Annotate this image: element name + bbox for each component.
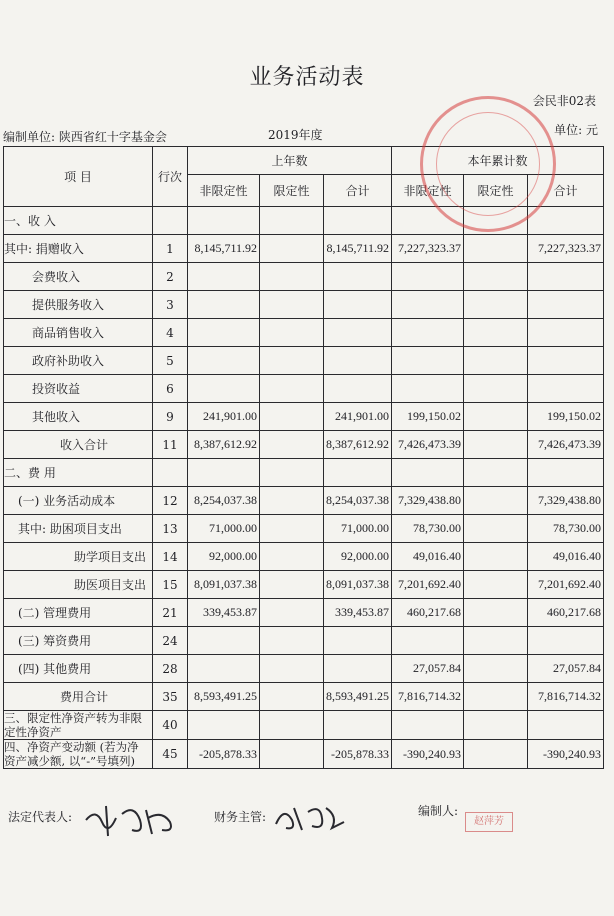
row-item-label: 一、收 入 <box>4 207 153 235</box>
prev-restricted <box>260 711 324 740</box>
prev-total: 8,387,612.92 <box>324 431 392 459</box>
curr-unrestricted <box>392 291 464 319</box>
row-item-label: 三、限定性净资产转为非限定性净资产 <box>4 711 153 740</box>
curr-total: 7,201,692.40 <box>528 571 604 599</box>
prev-unrestricted <box>188 207 260 235</box>
col-header-prev-year: 上年数 <box>188 147 392 175</box>
row-item-label: 费用合计 <box>4 683 153 711</box>
curr-restricted <box>464 487 528 515</box>
prev-total: 8,254,037.38 <box>324 487 392 515</box>
curr-restricted <box>464 375 528 403</box>
prev-unrestricted <box>188 291 260 319</box>
prev-restricted <box>260 375 324 403</box>
table-row <box>4 291 604 319</box>
prev-total <box>324 711 392 740</box>
prev-unrestricted: 92,000.00 <box>188 543 260 571</box>
curr-unrestricted: 7,816,714.32 <box>392 683 464 711</box>
prev-restricted <box>260 319 324 347</box>
curr-restricted <box>464 235 528 263</box>
prev-total: 8,091,037.38 <box>324 571 392 599</box>
curr-total: 7,329,438.80 <box>528 487 604 515</box>
curr-restricted <box>464 515 528 543</box>
curr-total <box>528 459 604 487</box>
row-item-label: 助医项目支出 <box>4 571 153 599</box>
prev-total <box>324 291 392 319</box>
finance-head-signature <box>272 800 352 836</box>
prev-restricted <box>260 487 324 515</box>
table-row <box>4 655 604 683</box>
curr-restricted <box>464 711 528 740</box>
curr-restricted <box>464 683 528 711</box>
report-title: 业务活动表 <box>249 65 365 90</box>
table-row <box>4 711 604 740</box>
row-number: 5 <box>153 347 188 375</box>
row-item-label: 其他收入 <box>4 403 153 431</box>
prev-total <box>324 655 392 683</box>
row-item-label: (二) 管理费用 <box>4 599 153 627</box>
prev-unrestricted: 8,254,037.38 <box>188 487 260 515</box>
activity-statement-table <box>3 146 604 769</box>
prev-total: 241,901.00 <box>324 403 392 431</box>
curr-restricted <box>464 291 528 319</box>
curr-total: -390,240.93 <box>528 740 604 769</box>
curr-restricted <box>464 319 528 347</box>
curr-unrestricted <box>392 459 464 487</box>
row-number: 45 <box>153 740 188 769</box>
col-header-curr-total: 合计 <box>528 175 604 207</box>
prev-unrestricted: 8,145,711.92 <box>188 235 260 263</box>
prev-unrestricted: 339,453.87 <box>188 599 260 627</box>
col-header-prev-restricted: 限定性 <box>260 175 324 207</box>
cpa-seal-inner-ring <box>436 112 540 216</box>
prev-restricted <box>260 655 324 683</box>
prev-total: 8,145,711.92 <box>324 235 392 263</box>
prev-unrestricted <box>188 375 260 403</box>
curr-unrestricted <box>392 375 464 403</box>
curr-total <box>528 711 604 740</box>
prev-total <box>324 319 392 347</box>
table-row <box>4 375 604 403</box>
row-item-label: 投资收益 <box>4 375 153 403</box>
curr-unrestricted: 199,150.02 <box>392 403 464 431</box>
col-header-row-no: 行次 <box>153 147 188 207</box>
prev-unrestricted <box>188 459 260 487</box>
prev-restricted <box>260 571 324 599</box>
col-header-curr-unrestricted: 非限定性 <box>392 175 464 207</box>
row-number: 13 <box>153 515 188 543</box>
curr-unrestricted: 7,201,692.40 <box>392 571 464 599</box>
col-header-curr-year: 本年累计数 <box>392 147 604 175</box>
row-number: 24 <box>153 627 188 655</box>
curr-restricted <box>464 655 528 683</box>
form-code: 会民非02表 <box>532 94 596 108</box>
row-item-label: 政府补助收入 <box>4 347 153 375</box>
curr-restricted <box>464 627 528 655</box>
curr-total: 7,426,473.39 <box>528 431 604 459</box>
prev-unrestricted <box>188 347 260 375</box>
curr-restricted <box>464 543 528 571</box>
table-row <box>4 683 604 711</box>
prev-restricted <box>260 431 324 459</box>
curr-total <box>528 207 604 235</box>
row-item-label: (三) 筹资费用 <box>4 627 153 655</box>
prev-restricted <box>260 683 324 711</box>
row-number: 4 <box>153 319 188 347</box>
prev-unrestricted <box>188 263 260 291</box>
prev-unrestricted <box>188 627 260 655</box>
prev-unrestricted: 71,000.00 <box>188 515 260 543</box>
legal-rep-label: 法定代表人: <box>8 810 73 824</box>
table-row <box>4 403 604 431</box>
row-item-label: (四) 其他费用 <box>4 655 153 683</box>
prev-unrestricted: 8,593,491.25 <box>188 683 260 711</box>
row-item-label: 商品销售收入 <box>4 319 153 347</box>
row-item-label: 提供服务收入 <box>4 291 153 319</box>
prev-restricted <box>260 599 324 627</box>
row-number: 1 <box>153 235 188 263</box>
table-row <box>4 347 604 375</box>
prev-total: 339,453.87 <box>324 599 392 627</box>
prev-unrestricted: 8,091,037.38 <box>188 571 260 599</box>
prev-total <box>324 207 392 235</box>
row-number: 2 <box>153 263 188 291</box>
curr-restricted <box>464 459 528 487</box>
prev-total: 92,000.00 <box>324 543 392 571</box>
curr-restricted <box>464 403 528 431</box>
table-row <box>4 515 604 543</box>
curr-unrestricted <box>392 711 464 740</box>
curr-restricted <box>464 263 528 291</box>
table-row <box>4 543 604 571</box>
row-item-label: (一) 业务活动成本 <box>4 487 153 515</box>
prev-unrestricted <box>188 655 260 683</box>
table-row <box>4 459 604 487</box>
curr-unrestricted: 7,227,323.37 <box>392 235 464 263</box>
prev-unrestricted: -205,878.33 <box>188 740 260 769</box>
prev-restricted <box>260 235 324 263</box>
curr-total: 78,730.00 <box>528 515 604 543</box>
prev-total <box>324 459 392 487</box>
curr-total: 27,057.84 <box>528 655 604 683</box>
prev-total: 71,000.00 <box>324 515 392 543</box>
curr-unrestricted: -390,240.93 <box>392 740 464 769</box>
prev-unrestricted <box>188 319 260 347</box>
prev-restricted <box>260 291 324 319</box>
table-row <box>4 235 604 263</box>
row-number: 12 <box>153 487 188 515</box>
row-item-label: 其中: 助困项目支出 <box>4 515 153 543</box>
curr-total <box>528 627 604 655</box>
curr-unrestricted: 460,217.68 <box>392 599 464 627</box>
prev-restricted <box>260 263 324 291</box>
row-item-label: 二、费 用 <box>4 459 153 487</box>
col-header-curr-restricted: 限定性 <box>464 175 528 207</box>
prev-restricted <box>260 403 324 431</box>
table-row <box>4 599 604 627</box>
prev-restricted <box>260 515 324 543</box>
row-item-label: 助学项目支出 <box>4 543 153 571</box>
curr-total <box>528 291 604 319</box>
curr-restricted <box>464 347 528 375</box>
curr-total: 49,016.40 <box>528 543 604 571</box>
prev-total <box>324 375 392 403</box>
curr-restricted <box>464 431 528 459</box>
row-number: 28 <box>153 655 188 683</box>
prev-restricted <box>260 740 324 769</box>
table-row <box>4 487 604 515</box>
curr-unrestricted <box>392 263 464 291</box>
curr-unrestricted: 7,329,438.80 <box>392 487 464 515</box>
row-item-label: 会费收入 <box>4 263 153 291</box>
col-header-prev-unrestricted: 非限定性 <box>188 175 260 207</box>
table-row <box>4 571 604 599</box>
prev-restricted <box>260 459 324 487</box>
curr-total: 7,227,323.37 <box>528 235 604 263</box>
table-row <box>4 431 604 459</box>
curr-unrestricted: 7,426,473.39 <box>392 431 464 459</box>
row-number: 21 <box>153 599 188 627</box>
prev-restricted <box>260 543 324 571</box>
col-header-item: 项 目 <box>4 147 153 207</box>
curr-unrestricted: 49,016.40 <box>392 543 464 571</box>
prev-total <box>324 263 392 291</box>
prev-unrestricted: 241,901.00 <box>188 403 260 431</box>
prev-unrestricted: 8,387,612.92 <box>188 431 260 459</box>
row-number: 11 <box>153 431 188 459</box>
preparer-name-stamp: 赵萍芳 <box>465 812 513 832</box>
curr-unrestricted: 27,057.84 <box>392 655 464 683</box>
curr-restricted <box>464 599 528 627</box>
row-number <box>153 207 188 235</box>
row-number: 6 <box>153 375 188 403</box>
prev-unrestricted <box>188 711 260 740</box>
curr-unrestricted <box>392 347 464 375</box>
row-number: 40 <box>153 711 188 740</box>
table-row <box>4 319 604 347</box>
table-row <box>4 740 604 769</box>
curr-unrestricted <box>392 319 464 347</box>
row-number: 3 <box>153 291 188 319</box>
row-number <box>153 459 188 487</box>
row-number: 35 <box>153 683 188 711</box>
curr-total <box>528 347 604 375</box>
curr-unrestricted: 78,730.00 <box>392 515 464 543</box>
currency-unit: 单位: 元 <box>554 123 598 137</box>
curr-total: 7,816,714.32 <box>528 683 604 711</box>
curr-total: 199,150.02 <box>528 403 604 431</box>
curr-total <box>528 263 604 291</box>
row-number: 9 <box>153 403 188 431</box>
curr-restricted <box>464 571 528 599</box>
row-item-label: 收入合计 <box>4 431 153 459</box>
curr-total: 460,217.68 <box>528 599 604 627</box>
curr-unrestricted <box>392 627 464 655</box>
reporting-org: 编制单位: 陕西省红十字基金会 <box>3 130 167 144</box>
prev-restricted <box>260 207 324 235</box>
table-row <box>4 627 604 655</box>
report-year: 2019年度 <box>268 128 323 142</box>
table-row <box>4 263 604 291</box>
row-item-label: 四、净资产变动额 (若为净资产减少额, 以“-”号填列) <box>4 740 153 769</box>
row-item-label: 其中: 捐赠收入 <box>4 235 153 263</box>
prev-total <box>324 627 392 655</box>
row-number: 15 <box>153 571 188 599</box>
row-number: 14 <box>153 543 188 571</box>
prev-total <box>324 347 392 375</box>
prev-restricted <box>260 627 324 655</box>
prev-total: -205,878.33 <box>324 740 392 769</box>
col-header-prev-total: 合计 <box>324 175 392 207</box>
prev-total: 8,593,491.25 <box>324 683 392 711</box>
preparer-label: 编制人: <box>418 804 459 818</box>
prev-restricted <box>260 347 324 375</box>
legal-rep-signature <box>82 800 182 840</box>
curr-total <box>528 319 604 347</box>
curr-total <box>528 375 604 403</box>
curr-restricted <box>464 740 528 769</box>
finance-head-label: 财务主管: <box>214 810 267 824</box>
